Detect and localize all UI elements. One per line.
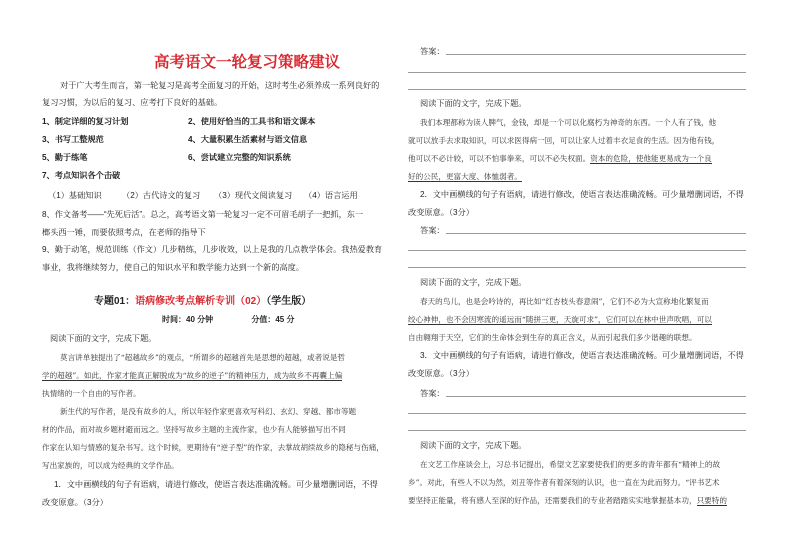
underlined-sentence: 资本的危险，使他能更易成为一个良 xyxy=(590,154,712,163)
tip-8-line-1: 8、作文备考——“先死后活”。总之，高考语文第一轮复习一定不可眉毛胡子一把抓，东一 xyxy=(42,210,364,219)
underlined-sentence: 好的公民，更富大度、体恤弱者。 xyxy=(408,172,522,181)
question-1-line-2: 改变原意。（3分） xyxy=(42,498,108,507)
question-3-line-1: 3．文中画横线的句子有语病，请进行修改，使语言表达准确流畅。可少量增删词语，不得 xyxy=(420,351,744,360)
underlined-sentence: 学的超越”。如此，作家才能真正解脱成为“故乡的逆子”的精神压力，成为故乡不再囊上偏 xyxy=(42,371,343,380)
section-prefix: 专题01： xyxy=(94,296,136,307)
passage-5-line-2: 乡”。对此，有些人不以为然，刘丑等作者有着深刻的认识，也一直在为此而努力。“评书艺术 xyxy=(408,478,720,487)
answer-label-1: 答案： xyxy=(420,47,445,56)
score-label: 分值：45 分 xyxy=(251,315,295,324)
page-title: 高考语文一轮复习策略建议 xyxy=(153,53,340,71)
tip-4: 4、大量积累生活素材与语文信息 xyxy=(188,135,308,144)
tip-8-line-2: 榔头西一锤，而要依照考点，在老师的指导下 xyxy=(42,228,206,237)
passage-3-line-1: 我们本理都称为读人脾气，金钱，却是一个可以化腐朽为神奇的东西。一个人有了钱，他 xyxy=(420,118,717,127)
underlined-sentence: 绞心神伸，也不会因寒流的遥远而“随拼三更，天旋可求”，它们可以在林中世声吹唱，可以 xyxy=(408,315,712,324)
intro-line-1: 对于广大考生而言，第一轮复习是高考全面复习的开始，这时考生必须养成一系列良好的 xyxy=(60,81,380,90)
section-heading xyxy=(94,292,311,307)
tip-1: 1、制定详细的复习计划 xyxy=(42,117,129,126)
read-instruction-4: 阅读下面的文字，完成下题。 xyxy=(420,441,527,450)
answer-line[interactable] xyxy=(408,89,746,90)
tip-7-item-4: （4）语言运用 xyxy=(304,191,358,200)
passage-2-line-4: 写出家族的，可以成为经典的文学作品。 xyxy=(42,461,179,470)
tip-9-line-2: 事业，我将继续努力，使自己的知识水平和教学能力达到一个新的高度。 xyxy=(42,263,305,272)
passage-2-line-2: 材的作品，而对故乡题材避而远之。坚持写故乡主题的主流作家，也少有人能够描写出不同 xyxy=(42,425,346,434)
answer-line[interactable] xyxy=(408,72,746,73)
question-1-line-1: 1．文中画横线的句子有语病，请进行修改，使语言表达准确流畅。可少量增删词语，不得 xyxy=(54,480,378,489)
section-suffix: （学生版） xyxy=(266,296,312,307)
answer-line[interactable] xyxy=(408,430,746,431)
tip-7: 7、考点知识各个击破 xyxy=(42,171,121,180)
time-label: 时间：40 分钟 xyxy=(162,315,214,324)
answer-line[interactable] xyxy=(408,267,746,268)
answer-line[interactable] xyxy=(446,54,746,55)
passage-4-line-1: 春天的鸟儿，也是会吟诗的，再比如“红杏枝头春意闹”，它们不必为大宣称地化繁复而 xyxy=(420,297,709,306)
tip-9-line-1: 9、勤于动笔，规范训练（作文）几步精练，几步收效，以上是我的几点教学体会。我热爱教育 xyxy=(42,245,383,254)
answer-line[interactable] xyxy=(408,413,746,414)
answer-label-3: 答案： xyxy=(420,389,445,398)
passage-5-line-3 xyxy=(408,495,727,506)
passage-3-line-2: 就可以放手去求取知识，可以求医得病一回，可以让家人过着丰衣足食的生活。因为他有钱， xyxy=(408,136,720,145)
read-instruction-1: 阅读下面的文字，完成下题。 xyxy=(50,334,157,343)
question-3-line-2: 改变原意。（3分） xyxy=(408,369,474,378)
tip-3: 3、书写工整规范 xyxy=(42,135,104,144)
tip-7-item-2: （2）古代诗文的复习 xyxy=(122,191,201,200)
passage-2-line-3: 作家在认知与情感的复杂书写。这个时候，更期待有“逆子型”的作家，去掌故胡续故乡的隐秘与伤痛， xyxy=(42,443,384,452)
tip-5: 5、勤于练笔 xyxy=(42,153,88,162)
question-2-line-1: 2．文中画横线的句子有语病，请进行修改，使语言表达准确流畅。可少量增删词语，不得 xyxy=(420,190,744,199)
tip-6: 6、尝试建立完整的知识系统 xyxy=(188,153,291,162)
tip-7-item-3: （3）现代文阅读复习 xyxy=(214,191,293,200)
passage-4-line-3: 自由翱翔于天空，它们的生命体会到生存的真正含义，从而引起我们多少谐趣的联想。 xyxy=(408,333,697,342)
read-instruction-2: 阅读下面的文字，完成下题。 xyxy=(420,99,527,108)
answer-line[interactable] xyxy=(408,250,746,251)
passage-4-line-2 xyxy=(408,314,712,325)
section-title-red: 语病修改考点解析专训（02） xyxy=(135,296,267,307)
tip-7-item-1: （1）基础知识 xyxy=(48,191,102,200)
intro-line-2: 复习习惯，为以后的复习、应考打下良好的基础。 xyxy=(42,98,223,107)
passage-3-line-3 xyxy=(408,153,712,164)
passage-5-line-1: 在文艺工作座谈会上，习总书记提出，希望文艺家要使我们的更多的青年都有“精神上的故 xyxy=(420,460,721,469)
passage-5-text: 要坚持正能量，将有感人至深的好作品，还需要我们的专业者踏踏实实地掌握基本功， xyxy=(408,496,697,505)
answer-line[interactable] xyxy=(446,396,746,397)
passage-3-text: 他可以不必计较，可以不怕事拳来，可以不必失权面。 xyxy=(408,154,591,163)
passage-3-line-4 xyxy=(408,171,522,182)
passage-1-line-1: 莫言讲单独提出了“超越故乡”的观点，“所谓乡的超越首先是思想的超越，或者说是哲 xyxy=(60,353,346,362)
passage-1-line-3: 执情绪的一个自由的写作者。 xyxy=(42,389,141,398)
passage-2-line-1: 新生代的写作者，是没有故乡的人，所以年轻作家更喜欢写科幻、玄幻、穿越、都市等题 xyxy=(60,407,357,416)
answer-label-2: 答案： xyxy=(420,226,445,235)
tip-2: 2、使用好恰当的工具书和语文课本 xyxy=(188,117,316,126)
answer-line[interactable] xyxy=(446,233,746,234)
passage-1-line-2 xyxy=(42,370,342,381)
exam-meta xyxy=(162,314,294,325)
question-2-line-2: 改变原意。（3分） xyxy=(408,208,474,217)
underlined-sentence: 只要特的 xyxy=(696,496,727,505)
read-instruction-3: 阅读下面的文字，完成下题。 xyxy=(420,278,527,287)
